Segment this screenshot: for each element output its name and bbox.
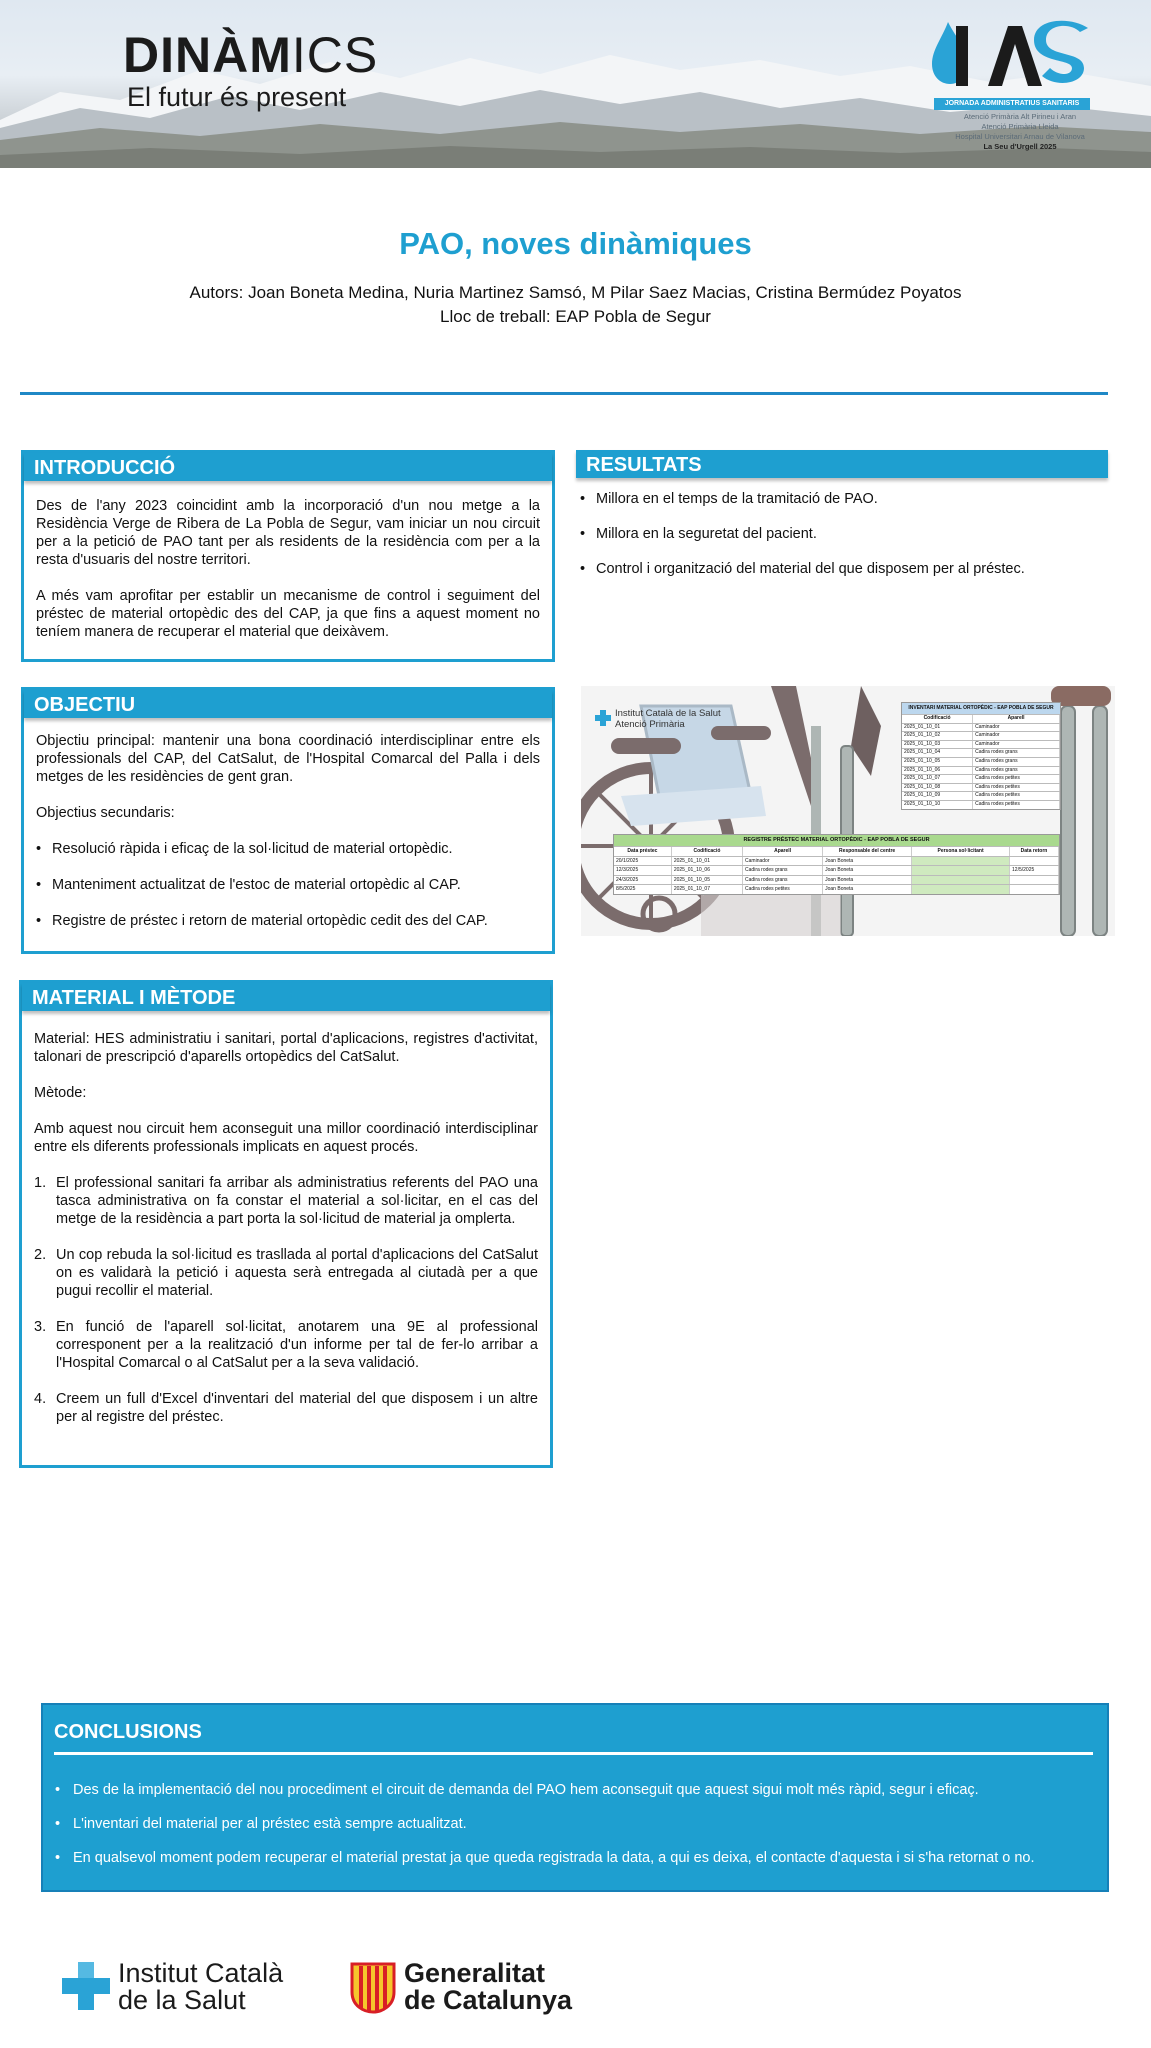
section-body (34, 1030, 538, 1444)
list-item: • Manteniment actualitzat de l'estoc de material ortopèdic al CAP. (36, 876, 540, 894)
table-cell: 20/1/2025 (614, 857, 672, 866)
table-cell (912, 885, 1010, 894)
table-header-cell: Persona sol·licitant (912, 847, 1010, 856)
title-divider (20, 392, 1108, 395)
table-row (614, 856, 1059, 866)
ics-cross-icon (595, 710, 611, 726)
table-header-cell: Data retorn (1010, 847, 1059, 856)
list-item: 2. Un cop rebuda la sol·licitud es trasllada al portal d'aplicacions del CatSalut on es validarà la petició i aquesta serà entregada al ciutadà per a que pugui recollir el material. (34, 1247, 538, 1299)
table-row (902, 757, 1060, 766)
table-cell: Caminador (973, 732, 1060, 740)
table-cell: 8/5/2025 (614, 885, 672, 894)
section-heading: INTRODUCCIÓ (24, 453, 552, 481)
section-conclusions (41, 1703, 1109, 1892)
intro-paragraph: Des de l'any 2023 coincidint amb la incorporació d'un nou metge a la Residència Verge de Ribera de La Pobla de Segur, vam iniciar un nou circuit per a la petició de PAO tant per als residents de la residència com per a la resta d'usuaris del nostre territori. (36, 498, 540, 568)
table-row (902, 731, 1060, 740)
table-header-cell: Aparell (973, 715, 1060, 723)
table-cell: 2025_01_10_10 (902, 801, 973, 809)
table-cell: 12/5/2025 (1010, 866, 1059, 875)
table-header-row (902, 714, 1060, 723)
table-row (614, 884, 1059, 894)
table-cell: Cadira rodes grans (973, 758, 1060, 766)
conclusions-list (55, 1781, 1095, 1883)
table-cell: Cadira rodes grans (973, 749, 1060, 757)
poster-authors: Autors: Joan Boneta Medina, Nuria Martinez Samsó, M Pilar Saez Macias, Cristina Bermúdez Poyatos (189, 283, 962, 302)
ics-logo-text: Institut Català de la Salut (118, 1958, 284, 2015)
table-cell: 2025_01_10_04 (902, 749, 973, 757)
table-cell (1010, 885, 1059, 894)
table-header-cell: Aparell (743, 847, 823, 856)
intro-paragraph: A més vam aprofitar per establir un mecanisme de control i seguiment del préstec de material ortopèdic des del CAP, ja que fins a aquest moment no teníem manera de recuperar el material que deixàvem. (36, 588, 540, 640)
list-item: • Des de la implementació del nou procediment el circuit de demanda del PAO hem aconseguit que aquest sigui molt més ràpid, segur i eficaç. (55, 1781, 1095, 1799)
table-cell: 2025_01_10_08 (902, 784, 973, 792)
objectiu-principal: Objectiu principal: mantenir una bona coordinació interdisciplinar entre els professionals del CAP, del CatSalut, de l'Hospital Comarcal del Palla i dels metges de les residències de gent gran. (36, 733, 540, 785)
table-row (614, 865, 1059, 875)
table-cell: 2025_01_10_06 (902, 767, 973, 775)
registre-table-title: REGISTRE PRÉSTEC MATERIAL ORTOPÈDIC - EAP POBLA DE SEGUR (614, 835, 1059, 846)
jas-logo-lines: Atenció Primària Alt Pirineu i Aran Atenció Primària Lleida Hospital Universitari Arnau de Vilanova La Seu d'Urgell 2025 (955, 112, 1085, 151)
table-header-row (614, 846, 1059, 856)
table-cell (912, 876, 1010, 885)
table-cell: 2025_01_10_01 (672, 857, 743, 866)
objectiu-secundaris-label: Objectius secundaris: (36, 805, 175, 821)
table-cell: Caminador (973, 741, 1060, 749)
table-cell (912, 866, 1010, 875)
table-cell: Caminador (973, 724, 1060, 732)
table-cell: Cadira rodes petites (973, 784, 1060, 792)
registre-table (613, 834, 1060, 895)
table-cell: 2025_01_10_06 (672, 866, 743, 875)
table-cell: Cadira rodes petites (973, 792, 1060, 800)
list-item: • Control i organització del material del que disposem per al préstec. (580, 560, 1100, 578)
table-row (902, 800, 1060, 809)
table-cell: 2025_01_10_07 (672, 885, 743, 894)
brand-title: DINÀMICS (123, 27, 379, 83)
table-cell: 2025_01_10_03 (902, 741, 973, 749)
metode-intro: Amb aquest nou circuit hem aconseguit una millor coordinació interdisciplinar entre els diferents professionals implicats en aquest procés. (34, 1121, 538, 1155)
table-cell: 2025_01_10_05 (672, 876, 743, 885)
table-cell: 24/3/2025 (614, 876, 672, 885)
brand-subtitle: El futur és present (127, 82, 347, 112)
table-cell: 2025_01_10_09 (902, 792, 973, 800)
jas-logo-bar: JORNADA ADMINISTRATIUS SANITARIS (934, 98, 1090, 110)
table-cell (1010, 876, 1059, 885)
material-collage-image: Institut Català de la Salut Atenció Primària INVENTARI MATERIAL ORTOPÈDIC - EAP POBLA DE SEGUR Codificació Aparell 2025_01_10_01 Caminador 2025_01_10_02 Caminador 2025_01_10_03 Caminador 2025_01_10_04 Cadira rodes grans 2025_01_10_05 Cadira rodes grans 2025_01_10_06 Cadira rodes grans 2025_01_10_07 Cadira rodes petites 2025_01_10_08 Cadira rodes petites 2025_01_10_09 Cadira rodes petites 2025_01_10_10 Cadira rodes petites REGISTRE PRÉSTEC MATERIAL ORTOPÈDIC - EAP POBLA DE SEGUR Data préstec Codificació Aparell Responsable del centre Persona sol·licitant Data retorn 20/1/2025 2025_01_10_01 Caminador Joan Boneta 12/3/2025 2025_01_10_06 Cadira rodes grans Joan Boneta 12/5/2025 24/3/2025 2025_01_10_05 Cadira rodes grans Joan Boneta 8/5/2025 2025_01_10_07 Cadira rodes petites Joan Boneta (581, 686, 1115, 936)
section-heading: CONCLUSIONS (54, 1721, 202, 1743)
inventari-table (901, 702, 1061, 810)
jas-logo-icon (930, 18, 1100, 90)
table-cell: Cadira rodes grans (743, 876, 823, 885)
resultats-list (580, 490, 1100, 595)
list-item: 4. Creem un full d'Excel d'inventari del material del que disposem i un altre per al registre del préstec. (34, 1391, 538, 1425)
list-item: • En qualsevol moment podem recuperar el material prestat ja que queda registrada la data, a qui es deixa, el contacte d'aquesta i si s'ha retornat o no. (55, 1849, 1095, 1867)
list-item: • Millora en la seguretat del pacient. (580, 525, 1100, 543)
section-heading-resultats: RESULTATS (576, 450, 1108, 478)
table-cell (1010, 857, 1059, 866)
table-cell: Joan Boneta (823, 876, 912, 885)
table-header-cell: Codificació (672, 847, 743, 856)
section-heading: MATERIAL I MÈTODE (22, 983, 550, 1011)
table-row (902, 791, 1060, 800)
list-item: • Millora en el temps de la tramitació de PAO. (580, 490, 1100, 508)
section-heading: OBJECTIU (24, 690, 552, 718)
table-cell: 2025_01_10_05 (902, 758, 973, 766)
table-cell: Cadira rodes petites (973, 801, 1060, 809)
table-cell: 12/3/2025 (614, 866, 672, 875)
conclusions-divider (54, 1752, 1093, 1755)
table-cell: Cadira rodes petites (973, 775, 1060, 783)
inventari-table-title: INVENTARI MATERIAL ORTOPÈDIC - EAP POBLA DE SEGUR (902, 703, 1060, 714)
table-cell: Joan Boneta (823, 866, 912, 875)
table-cell: 2025_01_10_01 (902, 724, 973, 732)
table-cell: Caminador (743, 857, 823, 866)
section-body (36, 497, 540, 659)
section-body (36, 732, 540, 948)
section-material-metode (19, 980, 553, 1468)
table-cell: 2025_01_10_07 (902, 775, 973, 783)
generalitat-logo-text: Generalitat de Catalunya (404, 1958, 573, 2015)
list-item: • Registre de préstec i retorn de material ortopèdic cedit des del CAP. (36, 912, 540, 930)
list-item: 1. El professional sanitari fa arribar als administratius referents del PAO una tasca administrativa on fa constar el material a sol·licitar, en el cas del metge de la residència a part porta la sol·licitud de material ja omplerta. (34, 1175, 538, 1227)
table-row (902, 723, 1060, 732)
list-item: • L'inventari del material per al préstec està sempre actualitzat. (55, 1815, 1095, 1833)
table-row (902, 740, 1060, 749)
table-cell: Joan Boneta (823, 857, 912, 866)
table-row (902, 748, 1060, 757)
generalitat-emblem-icon (350, 1962, 396, 2014)
table-cell: Joan Boneta (823, 885, 912, 894)
table-cell: Cadira rodes petites (743, 885, 823, 894)
table-cell (912, 857, 1010, 866)
table-cell: Cadira rodes grans (743, 866, 823, 875)
poster-workplace: Lloc de treball: EAP Pobla de Segur (440, 307, 711, 326)
section-introduccio (21, 450, 555, 662)
poster-title: PAO, noves dinàmiques (399, 226, 752, 261)
table-header-cell: Data préstec (614, 847, 672, 856)
section-objectiu (21, 687, 555, 954)
list-item: • Resolució ràpida i eficaç de la sol·licitud de material ortopèdic. (36, 840, 540, 858)
metode-label: Mètode: (34, 1085, 87, 1101)
table-cell: 2025_01_10_02 (902, 732, 973, 740)
list-item: 3. En funció de l'aparell sol·licitat, anotarem una 9E al professional corresponent per a la realització d'un informe per tal de fer-lo arribar a l'Hospital Comarcal o al CatSalut per a la seva validació. (34, 1319, 538, 1371)
table-row (902, 783, 1060, 792)
table-header-cell: Responsable del centre (823, 847, 912, 856)
table-row (902, 774, 1060, 783)
ics-cross-logo-icon (62, 1962, 110, 2010)
table-row (902, 766, 1060, 775)
table-header-cell: Codificació (902, 715, 973, 723)
material-text: Material: HES administratiu i sanitari, portal d'aplicacions, registres d'activitat, talonari de prescripció d'aparells ortopèdics del CatSalut. (34, 1031, 538, 1065)
table-cell: Cadira rodes grans (973, 767, 1060, 775)
table-row (614, 875, 1059, 885)
